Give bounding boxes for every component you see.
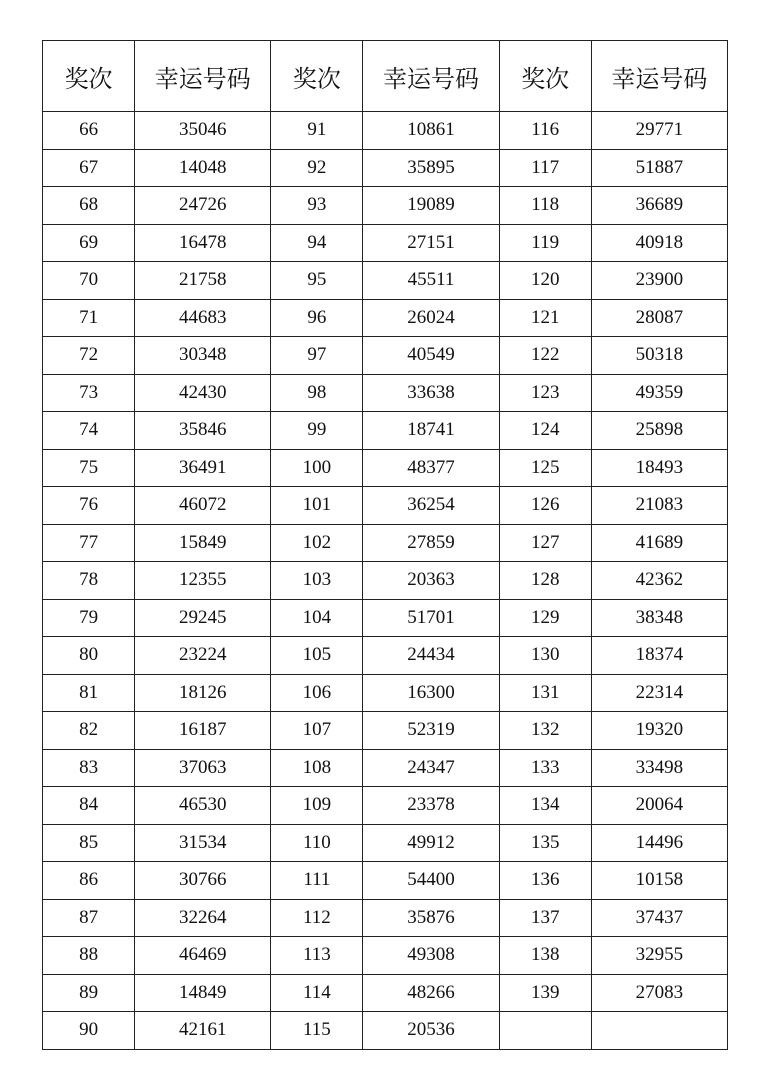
lucky-number-cell: 18741 — [363, 412, 499, 450]
table-row — [43, 1012, 728, 1050]
table-row — [43, 974, 728, 1012]
prize-rank-cell: 69 — [43, 224, 135, 262]
lucky-number-cell: 20363 — [363, 562, 499, 600]
prize-rank-cell: 66 — [43, 112, 135, 150]
lucky-number-cell: 36254 — [363, 487, 499, 525]
lucky-number-cell: 16478 — [135, 224, 271, 262]
lucky-number-cell: 35895 — [363, 149, 499, 187]
prize-rank-cell: 84 — [43, 787, 135, 825]
prize-rank-cell: 72 — [43, 337, 135, 375]
lucky-number-cell: 32264 — [135, 899, 271, 937]
prize-rank-cell: 114 — [271, 974, 363, 1012]
table-row — [43, 299, 728, 337]
table-row — [43, 674, 728, 712]
table-row — [43, 337, 728, 375]
lucky-number-cell: 46530 — [135, 787, 271, 825]
lucky-number-cell: 21083 — [591, 487, 727, 525]
prize-rank-cell: 138 — [499, 937, 591, 975]
table-row — [43, 487, 728, 525]
lucky-number-cell: 22314 — [591, 674, 727, 712]
prize-rank-cell — [499, 1012, 591, 1050]
lucky-number-cell: 37063 — [135, 749, 271, 787]
prize-rank-cell: 96 — [271, 299, 363, 337]
prize-rank-cell: 136 — [499, 862, 591, 900]
prize-rank-cell: 133 — [499, 749, 591, 787]
prize-rank-cell: 90 — [43, 1012, 135, 1050]
table-row — [43, 412, 728, 450]
prize-rank-cell: 132 — [499, 712, 591, 750]
table-row — [43, 787, 728, 825]
prize-rank-cell: 85 — [43, 824, 135, 862]
table-row — [43, 112, 728, 150]
prize-rank-cell: 77 — [43, 524, 135, 562]
lucky-number-cell: 44683 — [135, 299, 271, 337]
lucky-number-cell — [591, 1012, 727, 1050]
prize-rank-cell: 86 — [43, 862, 135, 900]
table-row — [43, 899, 728, 937]
prize-rank-cell: 109 — [271, 787, 363, 825]
table-row — [43, 524, 728, 562]
prize-rank-cell: 103 — [271, 562, 363, 600]
lucky-number-cell: 42430 — [135, 374, 271, 412]
lucky-number-cell: 33638 — [363, 374, 499, 412]
table-row — [43, 712, 728, 750]
lucky-number-cell: 46469 — [135, 937, 271, 975]
header-lucky-number: 幸运号码 — [135, 41, 271, 112]
lucky-number-cell: 10158 — [591, 862, 727, 900]
prize-rank-cell: 97 — [271, 337, 363, 375]
prize-rank-cell: 125 — [499, 449, 591, 487]
prize-rank-cell: 75 — [43, 449, 135, 487]
prize-rank-cell: 122 — [499, 337, 591, 375]
header-prize-rank: 奖次 — [499, 41, 591, 112]
lucky-number-cell: 29771 — [591, 112, 727, 150]
prize-rank-cell: 130 — [499, 637, 591, 675]
prize-rank-cell: 99 — [271, 412, 363, 450]
prize-rank-cell: 110 — [271, 824, 363, 862]
table-header — [43, 41, 728, 112]
lucky-number-cell: 32955 — [591, 937, 727, 975]
lottery-results-table — [42, 40, 728, 1050]
table-row — [43, 562, 728, 600]
header-prize-rank: 奖次 — [43, 41, 135, 112]
prize-rank-cell: 73 — [43, 374, 135, 412]
table-row — [43, 449, 728, 487]
prize-rank-cell: 124 — [499, 412, 591, 450]
prize-rank-cell: 93 — [271, 187, 363, 225]
prize-rank-cell: 113 — [271, 937, 363, 975]
prize-rank-cell: 120 — [499, 262, 591, 300]
prize-rank-cell: 129 — [499, 599, 591, 637]
lucky-number-cell: 16187 — [135, 712, 271, 750]
table-body — [43, 112, 728, 1050]
prize-rank-cell: 100 — [271, 449, 363, 487]
lucky-number-cell: 42362 — [591, 562, 727, 600]
prize-rank-cell: 95 — [271, 262, 363, 300]
prize-rank-cell: 89 — [43, 974, 135, 1012]
lucky-number-cell: 23900 — [591, 262, 727, 300]
prize-rank-cell: 101 — [271, 487, 363, 525]
table-row — [43, 187, 728, 225]
prize-rank-cell: 131 — [499, 674, 591, 712]
lucky-number-cell: 42161 — [135, 1012, 271, 1050]
table-row — [43, 862, 728, 900]
prize-rank-cell: 117 — [499, 149, 591, 187]
lucky-number-cell: 50318 — [591, 337, 727, 375]
lucky-number-cell: 30348 — [135, 337, 271, 375]
prize-rank-cell: 105 — [271, 637, 363, 675]
header-prize-rank: 奖次 — [271, 41, 363, 112]
prize-rank-cell: 123 — [499, 374, 591, 412]
prize-rank-cell: 135 — [499, 824, 591, 862]
prize-rank-cell: 127 — [499, 524, 591, 562]
table-row — [43, 224, 728, 262]
table-row — [43, 599, 728, 637]
lucky-number-cell: 27151 — [363, 224, 499, 262]
lucky-number-cell: 38348 — [591, 599, 727, 637]
lucky-number-cell: 30766 — [135, 862, 271, 900]
header-lucky-number: 幸运号码 — [363, 41, 499, 112]
prize-rank-cell: 82 — [43, 712, 135, 750]
lucky-number-cell: 49912 — [363, 824, 499, 862]
lucky-number-cell: 24726 — [135, 187, 271, 225]
lucky-number-cell: 41689 — [591, 524, 727, 562]
prize-rank-cell: 107 — [271, 712, 363, 750]
lucky-number-cell: 27083 — [591, 974, 727, 1012]
lucky-number-cell: 31534 — [135, 824, 271, 862]
lucky-number-cell: 24347 — [363, 749, 499, 787]
lucky-number-cell: 16300 — [363, 674, 499, 712]
prize-rank-cell: 137 — [499, 899, 591, 937]
header-lucky-number: 幸运号码 — [591, 41, 727, 112]
lucky-number-cell: 14048 — [135, 149, 271, 187]
prize-rank-cell: 78 — [43, 562, 135, 600]
lucky-number-cell: 29245 — [135, 599, 271, 637]
prize-rank-cell: 134 — [499, 787, 591, 825]
lucky-number-cell: 20064 — [591, 787, 727, 825]
lucky-number-cell: 28087 — [591, 299, 727, 337]
prize-rank-cell: 121 — [499, 299, 591, 337]
prize-rank-cell: 92 — [271, 149, 363, 187]
lucky-number-cell: 35876 — [363, 899, 499, 937]
prize-rank-cell: 87 — [43, 899, 135, 937]
prize-rank-cell: 102 — [271, 524, 363, 562]
prize-rank-cell: 83 — [43, 749, 135, 787]
lucky-number-cell: 23378 — [363, 787, 499, 825]
lucky-number-cell: 54400 — [363, 862, 499, 900]
lucky-number-cell: 52319 — [363, 712, 499, 750]
prize-rank-cell: 68 — [43, 187, 135, 225]
lucky-number-cell: 51701 — [363, 599, 499, 637]
lucky-number-cell: 24434 — [363, 637, 499, 675]
prize-rank-cell: 119 — [499, 224, 591, 262]
header-row — [43, 41, 728, 112]
lucky-number-cell: 25898 — [591, 412, 727, 450]
lucky-number-cell: 19320 — [591, 712, 727, 750]
lucky-number-cell: 46072 — [135, 487, 271, 525]
prize-rank-cell: 98 — [271, 374, 363, 412]
lucky-number-cell: 18126 — [135, 674, 271, 712]
lucky-number-cell: 10861 — [363, 112, 499, 150]
prize-rank-cell: 139 — [499, 974, 591, 1012]
table-row — [43, 749, 728, 787]
lucky-number-cell: 15849 — [135, 524, 271, 562]
prize-rank-cell: 112 — [271, 899, 363, 937]
lucky-number-cell: 48377 — [363, 449, 499, 487]
table-row — [43, 937, 728, 975]
lucky-number-cell: 26024 — [363, 299, 499, 337]
lucky-number-cell: 36491 — [135, 449, 271, 487]
lucky-number-cell: 40549 — [363, 337, 499, 375]
table-row — [43, 374, 728, 412]
prize-rank-cell: 81 — [43, 674, 135, 712]
lucky-number-cell: 18374 — [591, 637, 727, 675]
lucky-number-cell: 19089 — [363, 187, 499, 225]
prize-rank-cell: 116 — [499, 112, 591, 150]
lucky-number-cell: 14496 — [591, 824, 727, 862]
lucky-number-cell: 20536 — [363, 1012, 499, 1050]
lucky-number-cell: 27859 — [363, 524, 499, 562]
prize-rank-cell: 108 — [271, 749, 363, 787]
prize-rank-cell: 74 — [43, 412, 135, 450]
lucky-number-cell: 12355 — [135, 562, 271, 600]
prize-rank-cell: 67 — [43, 149, 135, 187]
prize-rank-cell: 70 — [43, 262, 135, 300]
prize-rank-cell: 111 — [271, 862, 363, 900]
lucky-number-cell: 49308 — [363, 937, 499, 975]
prize-rank-cell: 104 — [271, 599, 363, 637]
prize-rank-cell: 94 — [271, 224, 363, 262]
prize-rank-cell: 128 — [499, 562, 591, 600]
lucky-number-cell: 35846 — [135, 412, 271, 450]
lucky-number-cell: 49359 — [591, 374, 727, 412]
lucky-number-cell: 14849 — [135, 974, 271, 1012]
prize-rank-cell: 115 — [271, 1012, 363, 1050]
table-row — [43, 149, 728, 187]
lucky-number-cell: 35046 — [135, 112, 271, 150]
prize-rank-cell: 91 — [271, 112, 363, 150]
table-row — [43, 824, 728, 862]
prize-rank-cell: 106 — [271, 674, 363, 712]
prize-rank-cell: 79 — [43, 599, 135, 637]
prize-rank-cell: 71 — [43, 299, 135, 337]
table-row — [43, 637, 728, 675]
lucky-number-cell: 23224 — [135, 637, 271, 675]
lucky-number-cell: 45511 — [363, 262, 499, 300]
lucky-number-cell: 21758 — [135, 262, 271, 300]
lucky-number-cell: 33498 — [591, 749, 727, 787]
lucky-number-cell: 51887 — [591, 149, 727, 187]
prize-rank-cell: 118 — [499, 187, 591, 225]
lucky-number-cell: 48266 — [363, 974, 499, 1012]
table-row — [43, 262, 728, 300]
lucky-number-cell: 36689 — [591, 187, 727, 225]
lucky-number-cell: 40918 — [591, 224, 727, 262]
prize-rank-cell: 88 — [43, 937, 135, 975]
prize-rank-cell: 76 — [43, 487, 135, 525]
prize-rank-cell: 126 — [499, 487, 591, 525]
lucky-number-cell: 18493 — [591, 449, 727, 487]
prize-rank-cell: 80 — [43, 637, 135, 675]
lucky-number-cell: 37437 — [591, 899, 727, 937]
